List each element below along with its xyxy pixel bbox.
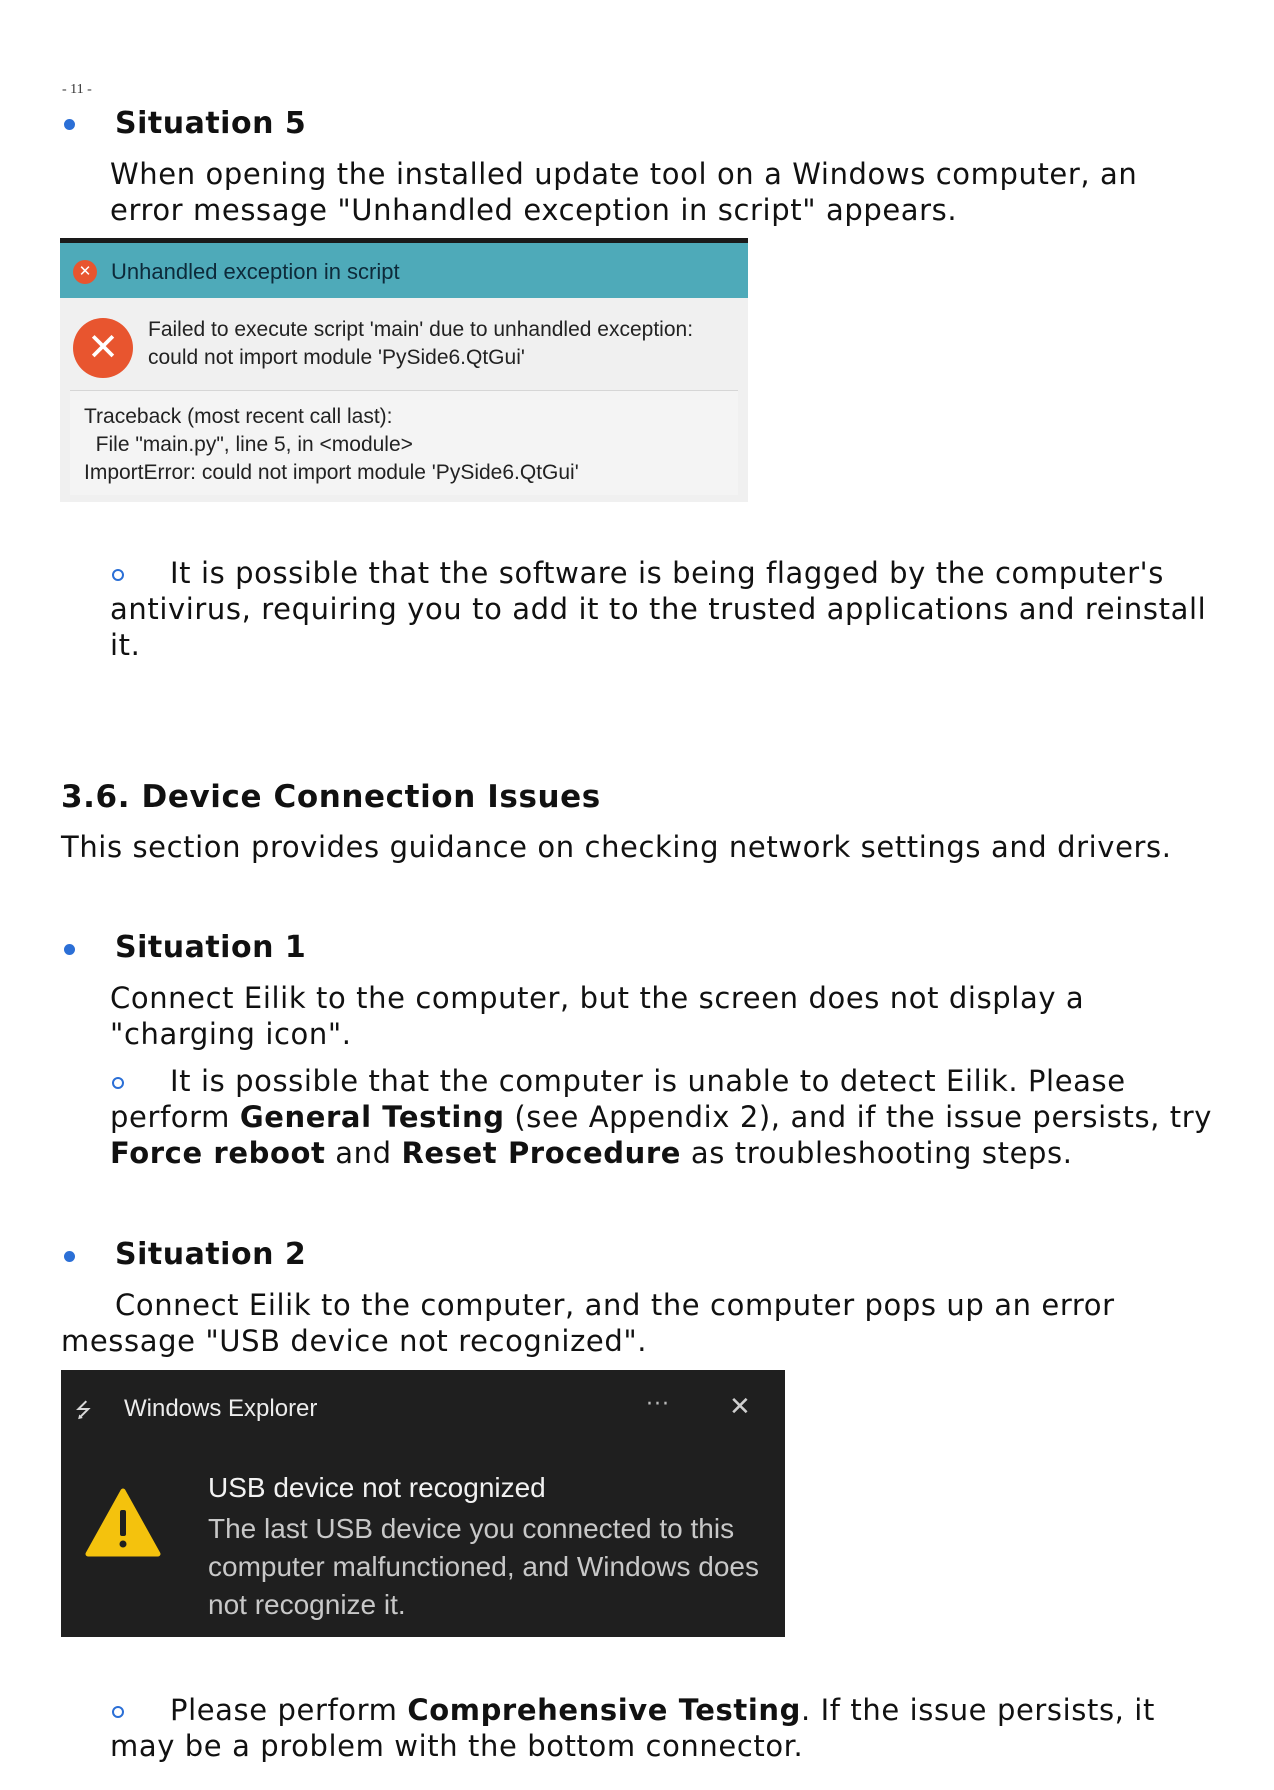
traceback-text [84, 403, 579, 487]
comprehensive-testing-label: Comprehensive Testing [407, 1693, 801, 1727]
situation-2-heading: Situation 2 [115, 1237, 307, 1272]
error-x-icon: ✕ [73, 318, 133, 378]
situation-2-note-part-2: . If the issue persists, it may be a problem with the bottom connector. [110, 1693, 1155, 1763]
dialog-message-line-1: Failed to execute script 'main' due to unhandled exception: [148, 318, 694, 341]
traceback-box [70, 390, 738, 495]
section-heading: 3.6. Device Connection Issues [61, 779, 601, 815]
situation-1-note-part-2: (see Appendix 2), and if the issue persists, try [504, 1100, 1213, 1134]
situation-5-heading: Situation 5 [115, 106, 307, 141]
situation-1-note-part-4: as troubleshooting steps. [681, 1136, 1073, 1170]
bullet-situation-1 [64, 944, 75, 955]
bullet-situation-5 [64, 119, 75, 130]
situation-1-note-part-3: and [325, 1136, 402, 1170]
dialog-message [148, 316, 693, 372]
traceback-line-1: Traceback (most recent call last): [84, 405, 393, 428]
more-options-icon[interactable]: ··· [646, 1392, 670, 1417]
situation-2-text [61, 1287, 1161, 1359]
situation-2-note [110, 1692, 1220, 1764]
force-reboot-label: Force reboot [110, 1136, 326, 1170]
error-circle-icon: ✕ [73, 260, 97, 284]
notification-app-name: Windows Explorer [124, 1395, 318, 1422]
unhandled-exception-dialog [60, 238, 748, 502]
situation-1-heading: Situation 1 [115, 930, 307, 965]
situation-1-note [110, 1063, 1220, 1171]
situation-5-note-text: It is possible that the software is being flagged by the computer's antivirus, requiring you to add it to the trusted applications and reinstall it. [110, 556, 1207, 662]
section-intro: This section provides guidance on checking network settings and drivers. [61, 830, 1172, 864]
situation-2-note-part-1: Please perform [170, 1693, 408, 1727]
reset-procedure-label: Reset Procedure [401, 1136, 682, 1170]
notification-title: USB device not recognized [208, 1472, 546, 1503]
situation-1-text: Connect Eilik to the computer, but the screen does not display a "charging icon". [110, 981, 1085, 1051]
situation-5-note [110, 555, 1220, 663]
usb-not-recognized-notification [61, 1370, 785, 1637]
situation-1-note-part-1: It is possible that the computer is unable to detect Eilik. Please perform [110, 1064, 1126, 1134]
close-icon[interactable]: ✕ [729, 1392, 751, 1422]
situation-2-text-content: Connect Eilik to the computer, and the computer pops up an error message "USB device not recognized". [61, 1288, 1115, 1358]
traceback-line-2: File "main.py", line 5, in <module> [84, 433, 413, 456]
usb-icon: ⭍ [75, 1398, 92, 1422]
situation-5-text: When opening the installed update tool on a Windows computer, an error message "Unhandled exception in script" appears. [110, 157, 1138, 227]
dialog-message-line-2: could not import module 'PySide6.QtGui' [148, 346, 525, 369]
dialog-title: Unhandled exception in script [111, 259, 400, 284]
page-number: - 11 - [62, 82, 92, 97]
warning-triangle-icon [85, 1488, 161, 1558]
bullet-situation-2 [64, 1251, 75, 1262]
traceback-line-3: ImportError: could not import module 'PySide6.QtGui' [84, 461, 579, 484]
notification-body: The last USB device you connected to this computer malfunctioned, and Windows does not recognize it. [208, 1513, 759, 1620]
dialog-titlebar [60, 243, 748, 298]
general-testing-label: General Testing [239, 1100, 505, 1134]
